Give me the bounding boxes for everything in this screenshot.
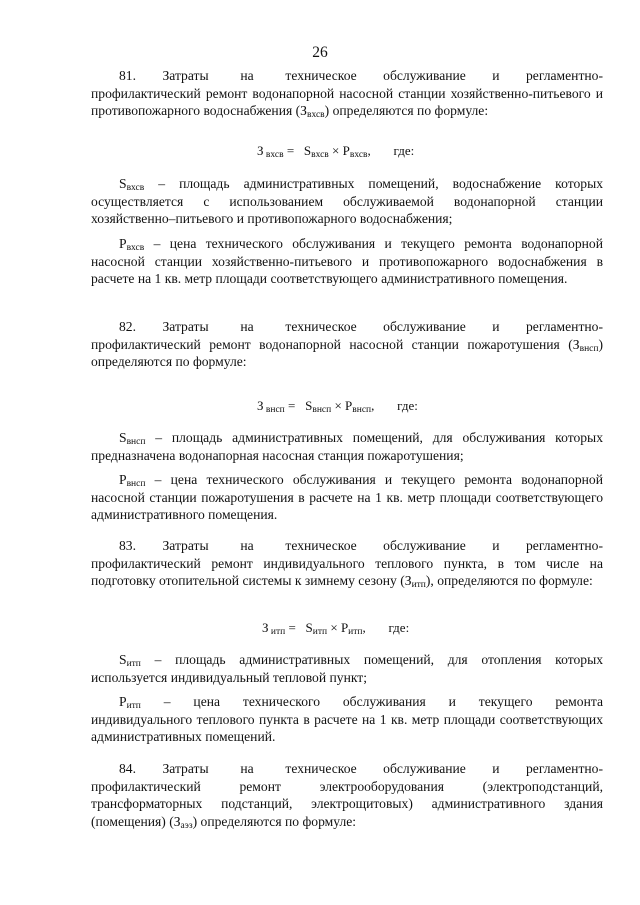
definition-s-83: $S_{итп}$ – площадь административных помещений, для отопления которых используется индивидуальный тепловой пункт; xyxy=(91,652,603,685)
paragraph-84: 84. Затраты на техническое обслуживание и регламентно-профилактический ремонт электрооборудования (электроподстанций, трансформаторных подстанций, электрощитовых) административного здания (помещения) $(З_{аэз})$ определяются по формуле: xyxy=(91,761,603,831)
paragraph-83: 83. Затраты на техническое обслуживание и регламентно-профилактический ремонт индивидуального теплового пункта, в том числе на подготовку отопительной системы к зимнему сезону $(З_{итп})$, определяются по формуле: xyxy=(91,538,603,591)
definition-s-81: $S_{вхсв}$ – площадь административных помещений, водоснабжение которых осуществляется с использованием обслуживаемой водонапорной станции хозяйственно–питьевого и противопожарного водоснабжения; xyxy=(91,176,603,227)
formula-82: З $_{внсп} = S_{внсп} \times P_{внсп}$, где: xyxy=(257,398,418,415)
definition-p-82: $P_{внсп}$ – цена технического обслуживания и текущего ремонта водонапорной насосной станции пожаротушения в расчете на 1 кв. метр площади соответствующего административного помещения. xyxy=(91,472,603,523)
formula-83: З $_{итп} = S_{итп} \times P_{итп}$, где: xyxy=(262,620,410,637)
definition-p-81: $P_{вхсв}$ – цена технического обслуживания и текущего ремонта водонапорной насосной станции хозяйственно-питьевого и противопожарного водоснабжения в расчете на 1 кв. метр площади соответствующего административного помещения. xyxy=(91,236,603,287)
definition-p-83: $P_{итп}$ – цена технического обслуживания и текущего ремонта индивидуального теплового пункта в расчете на 1 кв. метр площади соответствующих административных помещений. xyxy=(91,694,603,745)
paragraph-82: 82. Затраты на техническое обслуживание и регламентно-профилактический ремонт водонапорной насосной станции пожаротушения $(З_{внсп})$ определяются по формуле: xyxy=(91,319,603,370)
paragraph-81: 81. Затраты на техническое обслуживание и регламентно-профилактический ремонт водонапорной насосной станции хозяйственно-питьевого и противопожарного водоснабжения $(З_{вхсв})$ определяются по формуле: xyxy=(91,68,603,121)
definition-s-82: $S_{внсп}$ – площадь административных помещений, для обслуживания которых предназначена водонапорная насосная станция пожаротушения; xyxy=(91,430,603,463)
page-number: 26 xyxy=(312,44,328,61)
formula-81: З $_{вхсв} = S_{вхсв} \times P_{вхсв}$, где: xyxy=(257,143,415,160)
